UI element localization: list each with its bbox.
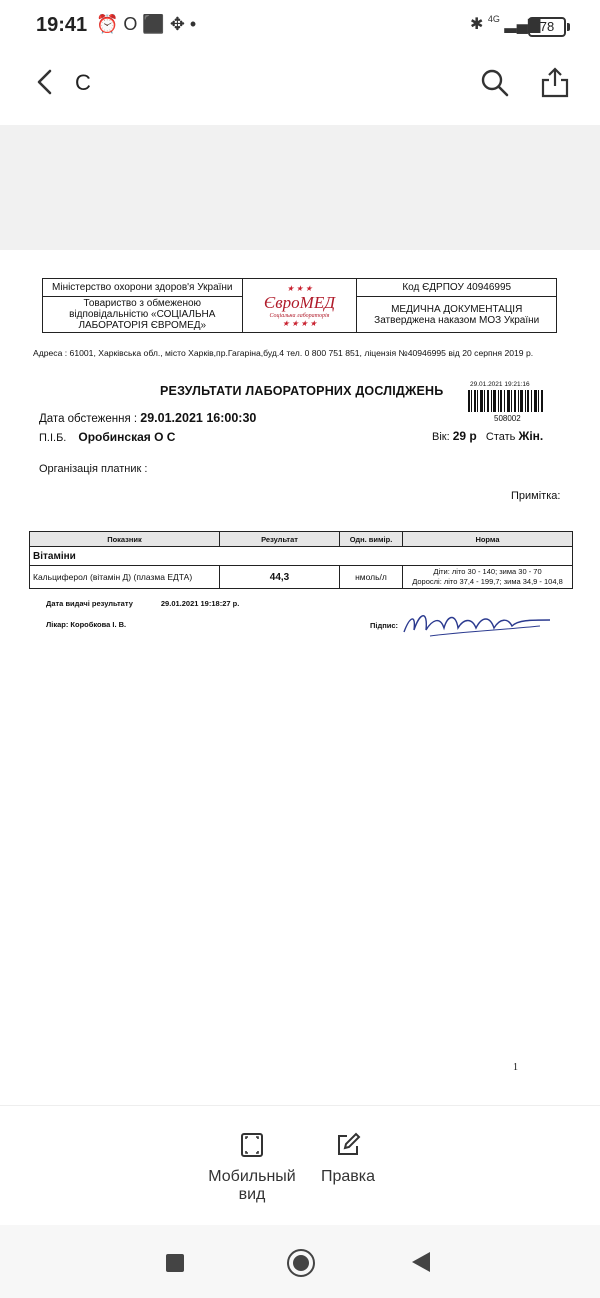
nav-back-button[interactable] [412, 1252, 430, 1272]
age-label: Вік: [432, 431, 450, 443]
address: Адреса : 61001, Харківська обл., місто Харків,пр.Гагаріна,буд.4 тел. 0 800 751 851, ліцензія №40946995 від 20 серпня 2019 р. [33, 348, 534, 358]
norm-adults: Дорослі: літо 37,4 - 199,7; зима 34,9 - 104,8 [412, 577, 563, 586]
age-value: 29 р [452, 429, 477, 443]
barcode-timestamp: 29.01.2021 19:21:16 [470, 381, 530, 388]
barcode-number: 508002 [494, 414, 521, 423]
status-icons: ⏰ O ⬛ ✥ • [96, 14, 197, 34]
status-time: 19:41 [36, 14, 88, 36]
col-header-unit: Одн. вимір. [340, 532, 403, 547]
logo: ★ ★ ★ ЄвроМЕД Соціальна лабораторія ★ ★ ★ ★ [242, 279, 357, 333]
patient-row [39, 430, 175, 444]
sex-value: Жін. [518, 429, 544, 443]
row-result: 44,3 [220, 566, 340, 589]
page-gap [0, 125, 600, 250]
mobile-view-icon [240, 1132, 264, 1158]
code-cell: Код ЄДРПОУ 40946995 [357, 279, 557, 297]
norm-children: Діти: літо 30 - 140; зима 30 - 70 [433, 567, 542, 576]
page-number: 1 [513, 1062, 518, 1073]
document-header-table [42, 278, 557, 333]
exam-date: 29.01.2021 16:00:30 [140, 411, 257, 425]
exam-date-label: Дата обстеження : [39, 413, 138, 425]
search-icon[interactable] [480, 68, 510, 98]
row-indicator: Кальциферол (вітамін Д) (плазма ЕДТА) [30, 566, 220, 589]
issue-label: Дата видачі результату [46, 599, 133, 608]
home-button[interactable] [287, 1249, 315, 1277]
med-doc-label: МЕДИЧНА ДОКУМЕНТАЦІЯ [391, 303, 523, 315]
network-type: 4G [487, 14, 500, 24]
med-doc-cell [357, 297, 557, 333]
logo-subtitle: Соціальна лабораторія [269, 312, 330, 319]
signature-label: Підпис: [370, 621, 399, 630]
issue-date: 29.01.2021 19:18:27 р. [160, 599, 240, 608]
results-table [29, 531, 573, 589]
approved-label: Затверджена наказом МОЗ України [374, 314, 540, 326]
ministry-cell: Міністерство охорони здоров'я України [43, 279, 243, 297]
group-label: Вітаміни [30, 547, 573, 566]
table-row [30, 566, 573, 589]
doctor-name: Лікар: Коробкова І. В. [46, 620, 127, 629]
exam-date-row [39, 411, 256, 425]
mobile-view-button[interactable] [197, 1132, 307, 1204]
col-header-result: Результат [220, 532, 340, 547]
patient-name: Оробинская О С [78, 430, 176, 444]
pib-label: П.І.Б. [39, 432, 67, 444]
document-title: С [75, 70, 91, 95]
age-sex-row [432, 429, 543, 443]
row-norm [403, 566, 573, 589]
note-label: Примітка: [511, 490, 561, 502]
barcode [468, 390, 544, 412]
recents-button[interactable] [166, 1254, 184, 1272]
back-arrow-icon[interactable] [32, 68, 60, 96]
issue-row [46, 599, 239, 608]
share-icon[interactable] [540, 66, 570, 98]
network-indicator: ✱ $^{4G}$ ▂▄▆ [470, 14, 541, 33]
sex-label: Стать [485, 431, 516, 443]
row-unit: нмоль/л [340, 566, 403, 589]
company-cell: Товариство з обмеженою відповідальністю «СОЦІАЛЬНА ЛАБОРАТОРІЯ ЄВРОМЕД» [43, 297, 243, 333]
results-title: РЕЗУЛЬТАТИ ЛАБОРАТОРНИХ ДОСЛІДЖЕНЬ [160, 384, 444, 398]
edit-icon [335, 1132, 361, 1158]
mobile-view-label: Мобильный вид [208, 1168, 296, 1203]
battery-indicator: 78 [528, 17, 566, 37]
signature [400, 606, 560, 640]
document-page [0, 250, 600, 1100]
edit-button[interactable] [293, 1132, 403, 1186]
org-label: Організація платник : [39, 463, 148, 475]
col-header-norm: Норма [403, 532, 573, 547]
edit-label: Правка [320, 1168, 376, 1185]
col-header-indicator: Показник [30, 532, 220, 547]
logo-text: ЄвроМЕД [263, 292, 336, 312]
